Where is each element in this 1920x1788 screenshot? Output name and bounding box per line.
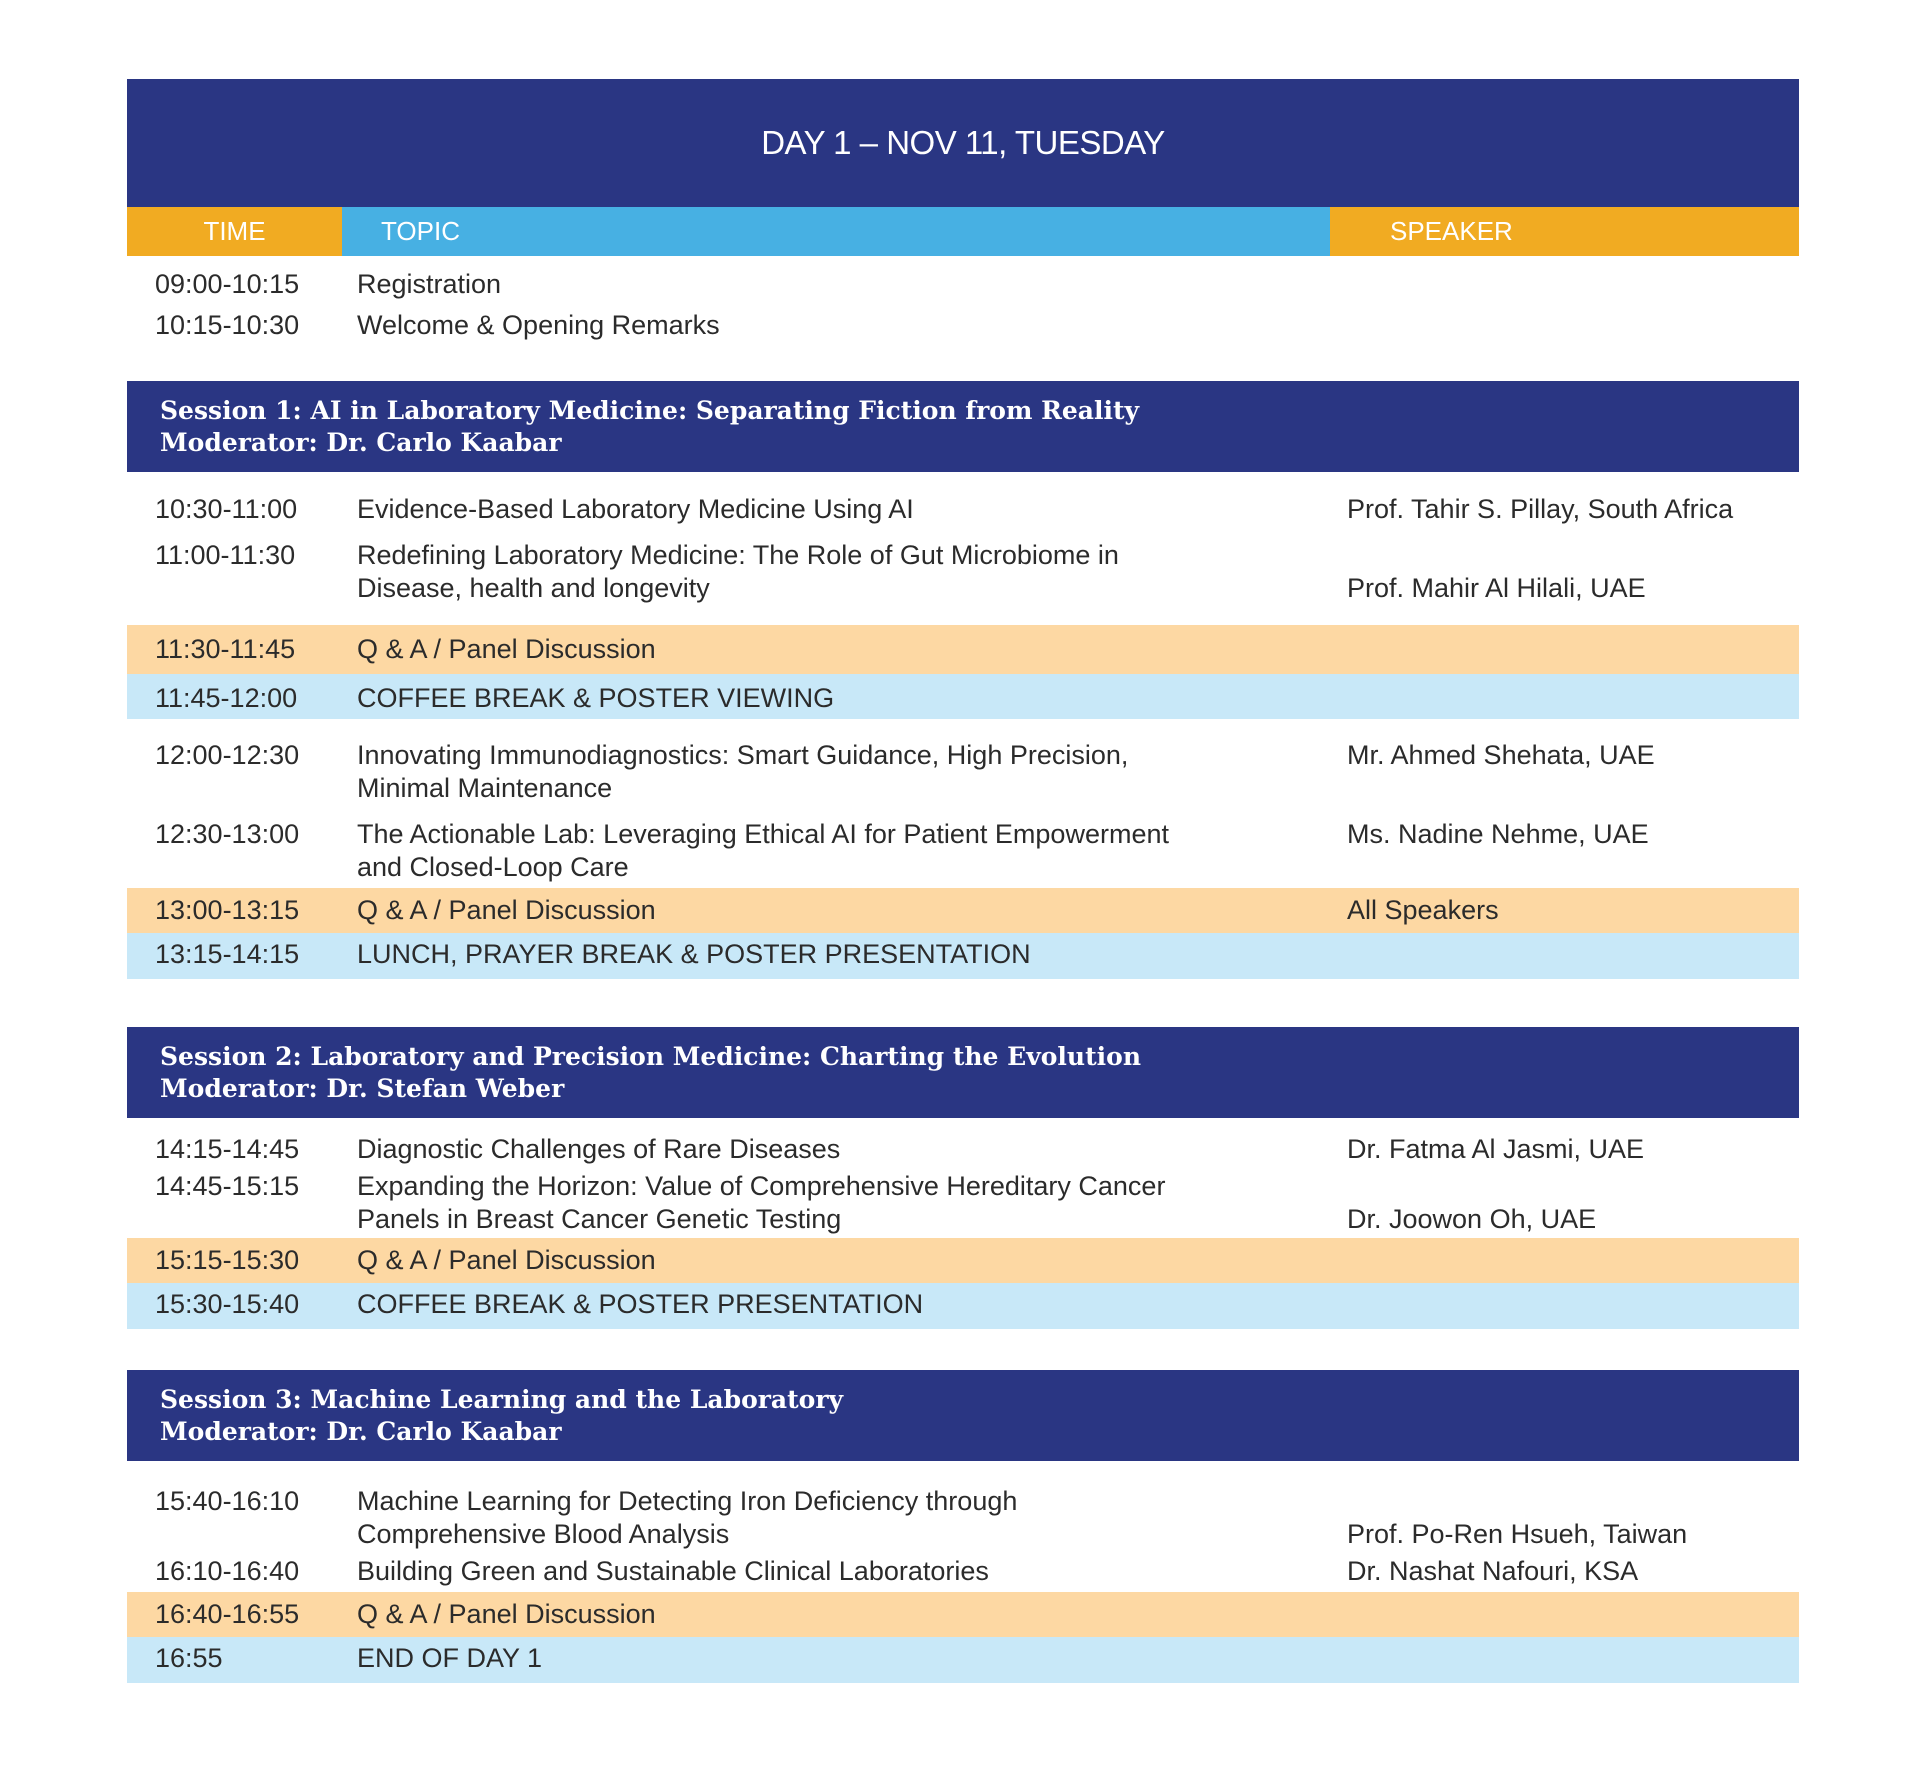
- row-speaker: [1347, 633, 1799, 666]
- row-speaker: [1347, 1642, 1799, 1675]
- session-moderator: Moderator: Dr. Carlo Kaabar: [160, 428, 562, 457]
- row-time: 14:45-15:15: [155, 1171, 300, 1201]
- row-topic: Registration: [357, 269, 502, 299]
- row-speaker: Prof. Po-Ren Hsueh, Taiwan: [1347, 1519, 1688, 1549]
- row-time: 10:30-11:00: [155, 494, 298, 524]
- row-speaker: [1347, 1244, 1799, 1277]
- topic-line: Disease, health and longevity: [357, 573, 710, 603]
- row-topic: COFFEE BREAK & POSTER VIEWING: [357, 683, 835, 713]
- agenda-row: [127, 530, 1799, 625]
- row-topic: END OF DAY 1: [357, 1643, 543, 1673]
- agenda-row: [127, 1170, 1799, 1238]
- row-speaker: [1347, 938, 1799, 971]
- session-moderator: Moderator: Dr. Carlo Kaabar: [160, 1417, 562, 1446]
- row-time: 10:15-10:30: [155, 310, 300, 340]
- row-time: 12:30-13:00: [155, 819, 300, 849]
- row-speaker: Prof. Mahir Al Hilali, UAE: [1347, 573, 1646, 603]
- qa-row: [127, 1592, 1799, 1637]
- session-header: [127, 1027, 1799, 1118]
- agenda-row: [127, 1476, 1799, 1555]
- row-topic: LUNCH, PRAYER BREAK & POSTER PRESENTATION: [357, 939, 1031, 969]
- row-topic: Diagnostic Challenges of Rare Diseases: [357, 1134, 841, 1164]
- day-title: DAY 1 – NOV 11, TUESDAY: [127, 79, 1799, 207]
- topic-line: Machine Learning for Detecting Iron Deficiency through: [357, 1486, 1018, 1516]
- session-moderator: Moderator: Dr. Stefan Weber: [160, 1074, 565, 1103]
- agenda-row: [127, 309, 1799, 350]
- row-speaker: [1347, 682, 1799, 715]
- row-time: 16:55: [155, 1643, 223, 1673]
- session-title: Session 3: Machine Learning and the Laboratory: [160, 1385, 844, 1414]
- row-topic: Q & A / Panel Discussion: [357, 634, 656, 664]
- row-time: 15:40-16:10: [155, 1486, 300, 1516]
- row-topic: COFFEE BREAK & POSTER PRESENTATION: [357, 1289, 924, 1319]
- row-time: 16:10-16:40: [155, 1556, 300, 1586]
- agenda-row: [127, 259, 1799, 309]
- row-time: 11:45-12:00: [155, 683, 298, 713]
- row-time: 13:15-14:15: [155, 939, 300, 969]
- row-topic: Q & A / Panel Discussion: [357, 895, 656, 925]
- row-speaker: Ms. Nadine Nehme, UAE: [1347, 819, 1649, 849]
- agenda: [127, 79, 1799, 1683]
- agenda-row: [127, 1124, 1799, 1170]
- row-topic: [357, 1485, 1347, 1551]
- col-topic-header: TOPIC: [342, 207, 1330, 256]
- row-topic: [357, 739, 1347, 805]
- row-topic: [357, 1170, 1347, 1236]
- session-header: [127, 381, 1799, 472]
- row-speaker: Dr. Joowon Oh, UAE: [1347, 1204, 1597, 1234]
- topic-line: and Closed-Loop Care: [357, 852, 629, 882]
- row-speaker: [1347, 1288, 1799, 1321]
- break-row: [127, 674, 1799, 719]
- row-speaker: [1347, 309, 1799, 342]
- row-speaker: [1347, 268, 1799, 301]
- session-title: Session 1: AI in Laboratory Medicine: Separating Fiction from Reality: [160, 396, 1140, 425]
- row-topic: Q & A / Panel Discussion: [357, 1245, 656, 1275]
- row-time: 11:30-11:45: [155, 634, 296, 664]
- topic-line: Redefining Laboratory Medicine: The Role of Gut Microbiome in: [357, 540, 1119, 570]
- break-row: [127, 1637, 1799, 1683]
- row-time: 14:15-14:45: [155, 1134, 300, 1164]
- row-speaker: Prof. Tahir S. Pillay, South Africa: [1347, 494, 1734, 524]
- row-topic: Welcome & Opening Remarks: [357, 310, 720, 340]
- row-time: 12:00-12:30: [155, 740, 300, 770]
- row-time: 15:15-15:30: [155, 1245, 300, 1275]
- column-headers: [127, 207, 1799, 256]
- topic-line: Panels in Breast Cancer Genetic Testing: [357, 1204, 842, 1234]
- row-topic: Evidence-Based Laboratory Medicine Using AI: [357, 494, 914, 524]
- agenda-row: [127, 719, 1799, 813]
- row-speaker: [1347, 1598, 1799, 1631]
- row-topic: Q & A / Panel Discussion: [357, 1599, 656, 1629]
- session-header: [127, 1370, 1799, 1461]
- topic-line: Expanding the Horizon: Value of Comprehensive Hereditary Cancer: [357, 1171, 1166, 1201]
- row-time: 16:40-16:55: [155, 1599, 300, 1629]
- topic-line: Minimal Maintenance: [357, 773, 613, 803]
- topic-line: Innovating Immunodiagnostics: Smart Guidance, High Precision,: [357, 740, 1129, 770]
- row-speaker: Mr. Ahmed Shehata, UAE: [1347, 740, 1655, 770]
- col-speaker-header: SPEAKER: [1330, 207, 1799, 256]
- row-speaker: Dr. Fatma Al Jasmi, UAE: [1347, 1134, 1645, 1164]
- qa-row: [127, 625, 1799, 674]
- break-row: [127, 1283, 1799, 1329]
- row-speaker: Dr. Nashat Nafouri, KSA: [1347, 1556, 1639, 1586]
- agenda-row: [127, 813, 1799, 888]
- qa-row: [127, 1238, 1799, 1283]
- agenda-row: [127, 1555, 1799, 1592]
- topic-line: Comprehensive Blood Analysis: [357, 1519, 730, 1549]
- row-speaker: All Speakers: [1347, 895, 1499, 925]
- agenda-row: [127, 484, 1799, 530]
- col-time-header: TIME: [127, 207, 342, 256]
- row-time: 15:30-15:40: [155, 1289, 300, 1319]
- break-row: [127, 933, 1799, 979]
- session-title: Session 2: Laboratory and Precision Medicine: Charting the Evolution: [160, 1042, 1141, 1071]
- row-time: 13:00-13:15: [155, 895, 300, 925]
- row-topic: [357, 818, 1347, 884]
- row-topic: [357, 539, 1347, 605]
- qa-row: [127, 888, 1799, 933]
- topic-line: The Actionable Lab: Leveraging Ethical AI for Patient Empowerment: [357, 819, 1169, 849]
- row-time: 11:00-11:30: [155, 540, 296, 570]
- row-topic: Building Green and Sustainable Clinical Laboratories: [357, 1556, 989, 1586]
- row-time: 09:00-10:15: [155, 269, 300, 299]
